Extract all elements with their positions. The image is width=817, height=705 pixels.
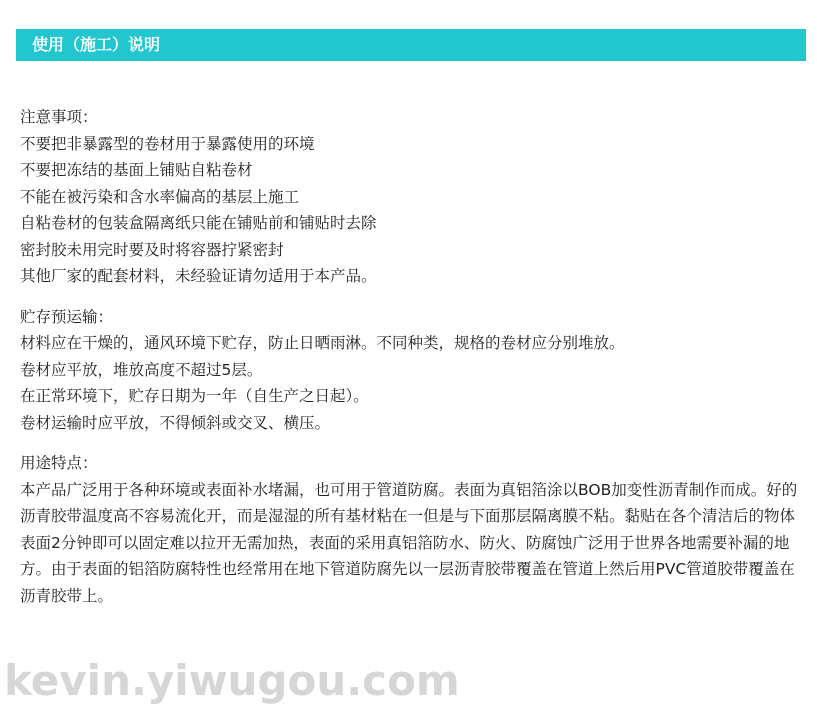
notes-item: 不要把冻结的基面上铺贴自粘卷材 [20, 161, 253, 179]
section-title: 使用（施工）说明 [32, 35, 161, 54]
notes-item: 不要把非暴露型的卷材用于暴露使用的环境 [20, 134, 315, 153]
usage-heading: 用途特点： [20, 454, 98, 472]
notes-section [20, 104, 800, 290]
usage-paragraph: 本产品广泛用于各种环境或表面补水堵漏，也可用于管道防腐。表面为真铝箔涂以BOB加变性沥青制作而成。好的沥青胶带温度高不容易流化开，而是湿湿的所有基材粘在一但是与下面那层隔离膜不粘。黏贴在各个清洁后的物体表面2分钟即可以固定难以拉开无需加热，表面的采用真铝箔防水、防火、防腐蚀广泛用于世界各地需要补漏的地方。由于表面的铝箔防腐特性也经常用在地下管道防腐先以一层沥青胶带覆盖在管道上然后用PVC管道胶带覆盖在沥青胶带上。 [20, 480, 798, 605]
watermark: kevin.yiwugou.com [4, 656, 460, 705]
storage-item: 卷材应平放，堆放高度不超过5层。 [20, 360, 263, 379]
storage-section [20, 304, 800, 437]
notes-heading: 注意事项： [20, 108, 98, 126]
storage-heading: 贮存预运输： [20, 307, 114, 326]
storage-item: 卷材运输时应平放，不得倾斜或交叉、横压。 [20, 413, 331, 432]
usage-section [20, 450, 800, 609]
notes-item: 自粘卷材的包装盒隔离纸只能在铺贴前和铺贴时去除 [20, 214, 377, 232]
notes-item: 密封胶未用完时要及时将容器拧紧密封 [20, 240, 284, 259]
notes-item: 其他厂家的配套材料，未经验证请勿适用于本产品。 [20, 267, 377, 285]
storage-item: 材料应在干燥的，通风环境下贮存，防止日晒雨淋。不同种类，规格的卷材应分别堆放。 [20, 334, 625, 352]
section-header [16, 29, 806, 61]
storage-item: 在正常环境下，贮存日期为一年（自生产之日起）。 [20, 387, 369, 405]
notes-item: 不能在被污染和含水率偏高的基层上施工 [20, 187, 300, 206]
instructions-content [20, 104, 800, 623]
